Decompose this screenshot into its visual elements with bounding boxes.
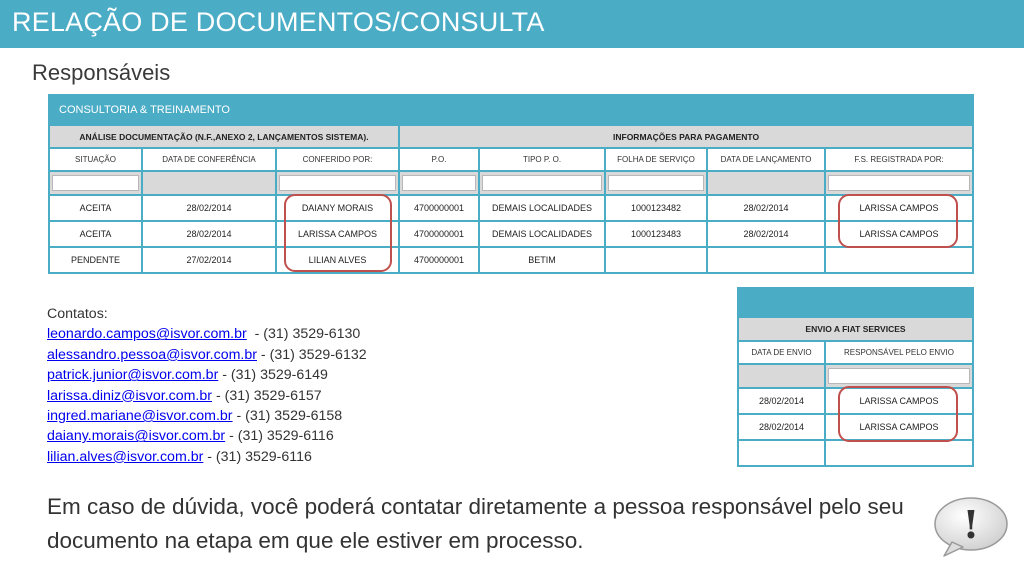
cell-data-conferencia: 27/02/2014 bbox=[142, 247, 276, 273]
contact-email-link[interactable]: patrick.junior@isvor.com.br bbox=[47, 367, 219, 384]
contact-line bbox=[47, 324, 367, 344]
filter-cell bbox=[825, 364, 973, 388]
column-header: SITUAÇÃO bbox=[49, 148, 142, 171]
filter-cell bbox=[479, 171, 605, 195]
contacts-block bbox=[47, 304, 367, 467]
table-row bbox=[49, 195, 973, 221]
filter-cell bbox=[276, 171, 399, 195]
cell-conferido-por: LILIAN ALVES bbox=[276, 247, 399, 273]
cell-po: 4700000001 bbox=[399, 221, 479, 247]
column-header: DATA DE ENVIO bbox=[738, 341, 825, 364]
cell-fs-registrada-por: LARISSA CAMPOS bbox=[825, 221, 973, 247]
cell-data-lancamento bbox=[707, 247, 825, 273]
fs-registrada-highlight bbox=[838, 194, 958, 248]
column-header: RESPONSÁVEL PELO ENVIO bbox=[825, 341, 973, 364]
fiat-services-section-header: ENVIO A FIAT SERVICES bbox=[738, 317, 973, 341]
column-header: DATA DE CONFERÊNCIA bbox=[142, 148, 276, 171]
help-note: Em caso de dúvida, você poderá contatar diretamente a pessoa responsável pelo seu documento na etapa em que ele estiver em processo. bbox=[47, 494, 904, 553]
cell-tipo-po: BETIM bbox=[479, 247, 605, 273]
documents-table-title: CONSULTORIA & TREINAMENTO bbox=[49, 95, 973, 125]
exclamation-glyph: ! bbox=[962, 502, 980, 547]
cell-data-envio: 28/02/2014 bbox=[738, 388, 825, 414]
table-row bbox=[49, 247, 973, 273]
filter-fs-registrada-input[interactable] bbox=[828, 175, 970, 191]
contact-email-link[interactable]: alessandro.pessoa@isvor.com.br bbox=[47, 346, 257, 363]
section-subtitle: Responsáveis bbox=[32, 60, 171, 85]
contact-phone: - (31) 3529-6157 bbox=[212, 387, 322, 404]
filter-po-input[interactable] bbox=[402, 175, 476, 191]
cell-folha-servico: 1000123483 bbox=[605, 221, 707, 247]
filter-cell-empty bbox=[738, 364, 825, 388]
column-header: P.O. bbox=[399, 148, 479, 171]
cell-po: 4700000001 bbox=[399, 247, 479, 273]
cell-responsavel-envio: LARISSA CAMPOS bbox=[825, 414, 973, 440]
filter-conferido-input[interactable] bbox=[279, 175, 396, 191]
contact-phone: - (31) 3529-6149 bbox=[218, 367, 328, 384]
exclamation-speech-bubble-icon bbox=[930, 494, 1010, 558]
column-header: FOLHA DE SERVIÇO bbox=[605, 148, 707, 171]
analysis-section-header: ANÁLISE DOCUMENTAÇÃO (N.F.,ANEXO 2, LANÇAMENTOS SISTEMA). bbox=[49, 125, 399, 148]
column-header: TIPO P. O. bbox=[479, 148, 605, 171]
filter-folha-input[interactable] bbox=[608, 175, 704, 191]
cell-responsavel-envio bbox=[825, 440, 973, 466]
fiat-services-table-title bbox=[738, 288, 973, 317]
contacts-label: Contatos: bbox=[47, 306, 108, 322]
contact-email-link[interactable]: lilian.alves@isvor.com.br bbox=[47, 448, 204, 465]
filter-responsavel-envio-input[interactable] bbox=[828, 368, 970, 384]
cell-fs-registrada-por: LARISSA CAMPOS bbox=[825, 195, 973, 221]
table-row bbox=[738, 440, 973, 466]
cell-fs-registrada-por bbox=[825, 247, 973, 273]
contact-email-link[interactable]: ingred.mariane@isvor.com.br bbox=[47, 408, 233, 425]
filter-tipo-po-input[interactable] bbox=[482, 175, 602, 191]
filter-cell-empty bbox=[142, 171, 276, 195]
table-row bbox=[49, 221, 973, 247]
contact-line bbox=[47, 386, 367, 406]
cell-data-conferencia: 28/02/2014 bbox=[142, 221, 276, 247]
contact-email-link[interactable]: leonardo.campos@isvor.com.br bbox=[47, 326, 247, 343]
cell-tipo-po: DEMAIS LOCALIDADES bbox=[479, 195, 605, 221]
contact-phone: - (31) 3529-6158 bbox=[232, 408, 343, 425]
contact-phone: - (31) 3529-6116 bbox=[225, 428, 334, 445]
cell-tipo-po: DEMAIS LOCALIDADES bbox=[479, 221, 605, 247]
documents-table bbox=[48, 94, 974, 274]
cell-responsavel-envio: LARISSA CAMPOS bbox=[825, 388, 973, 414]
payment-section-header: INFORMAÇÕES PARA PAGAMENTO bbox=[399, 125, 973, 148]
contact-phone: - (31) 3529-6132 bbox=[256, 346, 367, 363]
cell-folha-servico bbox=[605, 247, 707, 273]
cell-situacao: ACEITA bbox=[49, 195, 142, 221]
column-header: F.S. REGISTRADA POR: bbox=[825, 148, 973, 171]
conferido-por-highlight bbox=[284, 194, 392, 272]
cell-po: 4700000001 bbox=[399, 195, 479, 221]
filter-cell-empty bbox=[707, 171, 825, 195]
cell-situacao: ACEITA bbox=[49, 221, 142, 247]
contact-email-link[interactable]: daiany.morais@isvor.com.br bbox=[47, 428, 226, 445]
title-bar bbox=[0, 0, 1024, 48]
contact-phone: - (31) 3529-6130 bbox=[246, 326, 361, 343]
cell-data-envio: 28/02/2014 bbox=[738, 414, 825, 440]
page-title: RELAÇÃO DE DOCUMENTOS/CONSULTA bbox=[12, 7, 545, 37]
responsavel-envio-highlight bbox=[838, 386, 958, 442]
contact-line bbox=[47, 426, 367, 446]
cell-data-lancamento: 28/02/2014 bbox=[707, 221, 825, 247]
contact-line bbox=[47, 406, 367, 426]
column-header: DATA DE LANÇAMENTO bbox=[707, 148, 825, 171]
filter-cell bbox=[825, 171, 973, 195]
contact-line bbox=[47, 345, 367, 365]
filter-cell bbox=[399, 171, 479, 195]
column-header: CONFERIDO POR: bbox=[276, 148, 399, 171]
cell-data-conferencia: 28/02/2014 bbox=[142, 195, 276, 221]
cell-situacao: PENDENTE bbox=[49, 247, 142, 273]
filter-cell bbox=[605, 171, 707, 195]
cell-conferido-por: LARISSA CAMPOS bbox=[276, 221, 399, 247]
contact-line bbox=[47, 447, 367, 467]
cell-data-envio bbox=[738, 440, 825, 466]
cell-conferido-por: DAIANY MORAIS bbox=[276, 195, 399, 221]
filter-cell bbox=[49, 171, 142, 195]
contact-line bbox=[47, 365, 367, 385]
contact-phone: - (31) 3529-6116 bbox=[203, 448, 312, 465]
cell-folha-servico: 1000123482 bbox=[605, 195, 707, 221]
filter-situacao-input[interactable] bbox=[52, 175, 139, 191]
cell-data-lancamento: 28/02/2014 bbox=[707, 195, 825, 221]
contact-email-link[interactable]: larissa.diniz@isvor.com.br bbox=[47, 387, 212, 404]
